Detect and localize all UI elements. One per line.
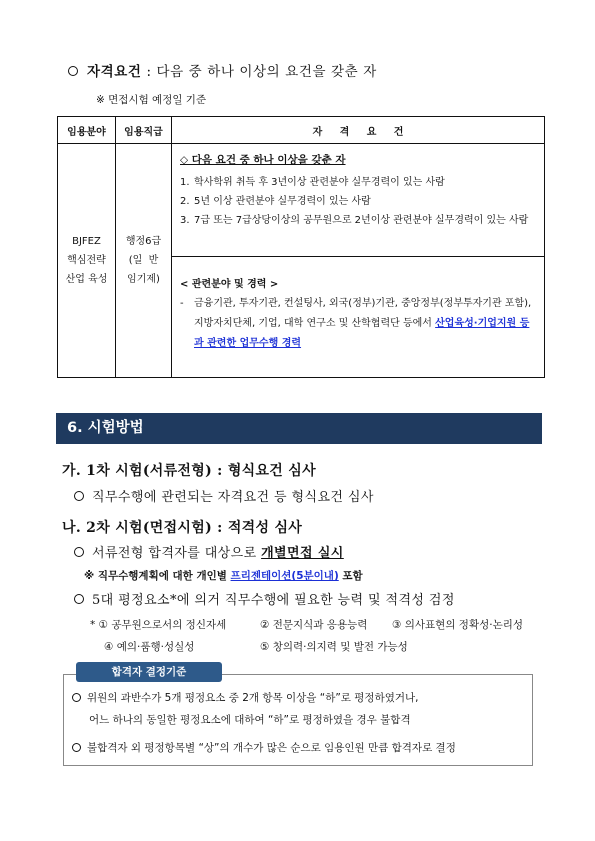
criteria-tab: 합격자 결정기준 — [76, 662, 222, 682]
requirements-cell — [172, 144, 545, 257]
stage1-title: 가. 1차 시험(서류전형) : 형식요건 심사 — [62, 463, 316, 479]
grade-line: 임기제) — [127, 274, 160, 285]
section-header: 6. 시험방법 — [56, 413, 542, 444]
stage2-line2 — [74, 589, 455, 608]
header-field: 임용분야 — [58, 117, 116, 144]
field-line: 핵심전략 — [67, 255, 106, 266]
related-field-heading: < 관련분야 및 경력 > — [180, 279, 279, 290]
table-header-row — [58, 117, 545, 144]
grade-line: 행정6급 — [125, 236, 162, 247]
dash-marker: - — [180, 298, 184, 309]
evaluation-element: ④ 예의·품행·성실성 — [104, 641, 195, 653]
evaluation-element: ⑤ 창의력·의지력 및 발전 가능성 — [260, 641, 408, 653]
stage1-line — [74, 486, 374, 505]
field-line: 산업 육성 — [65, 274, 108, 285]
presentation-note — [84, 568, 363, 583]
related-text: 금융기관, 투자기관, 컨설팅사, 외국(정부)기관, 중앙정부(정부투자기관 포함), 지방자치단체, 기업, 대학 연구소 및 산학협력단 등에서 — [194, 298, 532, 329]
stage2-line1-emphasis: 개별면접 실시 — [261, 546, 344, 561]
criteria-item — [72, 690, 418, 705]
grade-cell — [116, 144, 172, 378]
presentation-note-end: 포함 — [338, 570, 363, 582]
item-number: 1. — [180, 177, 190, 188]
circle-bullet-icon — [74, 547, 84, 557]
criteria-item-continued: 어느 하나의 동일한 평정요소에 대하여 “하”로 평정하였을 경우 불합격 — [89, 714, 411, 726]
circle-bullet-icon — [72, 693, 81, 702]
circle-bullet-icon — [74, 491, 84, 501]
presentation-note-text: ※ 직무수행계획에 대한 개인별 — [84, 570, 231, 582]
stage2-line1 — [74, 542, 344, 561]
item-text: 7급 또는 7급상당이상의 공무원으로 2년이상 관련분야 실무경력이 있는 사람 — [194, 215, 529, 226]
stage2-title: 나. 2차 시험(면접시험) : 적격성 심사 — [62, 520, 303, 536]
evaluation-element: ③ 의사표현의 정확성·논리성 — [392, 619, 523, 631]
item-number: 2. — [180, 196, 190, 207]
qualification-desc: : 다음 중 하나 이상의 요건을 갖춘 자 — [141, 64, 377, 80]
qualification-title: 자격요건 — [87, 64, 142, 80]
circle-bullet-icon — [74, 594, 84, 604]
stage2-line2-text: 5대 평정요소*에 의거 직무수행에 필요한 능력 및 적격성 검정 — [92, 593, 455, 608]
presentation-highlight: 프리젠테이션(5분이내) — [230, 570, 339, 582]
item-text: 학사학위 취득 후 3년이상 관련분야 실무경력이 있는 사람 — [194, 177, 445, 188]
list-item — [180, 173, 538, 192]
field-line: BJFEZ — [72, 236, 101, 247]
list-item — [180, 192, 538, 211]
stage1-text: 직무수행에 관련되는 자격요건 등 형식요건 심사 — [92, 490, 374, 505]
stage2-line1-text: 서류전형 합격자를 대상으로 — [92, 546, 262, 561]
requirements-heading: ◇ 다음 요건 중 하나 이상을 갖춘 자 — [180, 154, 346, 166]
field-cell — [58, 144, 116, 378]
related-field-body — [180, 294, 538, 354]
qualification-note: ※ 면접시험 예정일 기준 — [96, 94, 207, 106]
item-text: 5년 이상 관련분야 실무경력이 있는 사람 — [194, 196, 371, 207]
related-field-text — [194, 294, 538, 354]
requirements-table — [57, 116, 545, 378]
criteria-text: 위원의 과반수가 5개 평정요소 중 2개 항목 이상을 “하”로 평정하였거나, — [87, 692, 419, 704]
header-grade: 임용직급 — [116, 117, 172, 144]
qualification-heading — [68, 60, 377, 80]
list-item — [180, 211, 538, 230]
evaluation-element: * ① 공무원으로서의 정신자세 — [90, 619, 227, 631]
circle-bullet-icon — [72, 743, 81, 752]
header-requirements: 자 격 요 건 — [172, 117, 545, 144]
criteria-text: 불합격자 외 평정항목별 “상”의 개수가 많은 순으로 임용인원 만큼 합격자로 결정 — [87, 742, 456, 754]
related-field-cell — [172, 257, 545, 378]
circle-bullet-icon — [68, 66, 78, 76]
requirements-list — [180, 173, 538, 230]
criteria-item — [72, 740, 456, 755]
item-number: 3. — [180, 215, 190, 226]
evaluation-element: ② 전문지식과 응용능력 — [260, 619, 368, 631]
grade-line: (일 반 — [128, 255, 159, 266]
related-highlight: 산업육성·기업지원 등과 관련한 업무수행 경력 — [194, 318, 530, 349]
